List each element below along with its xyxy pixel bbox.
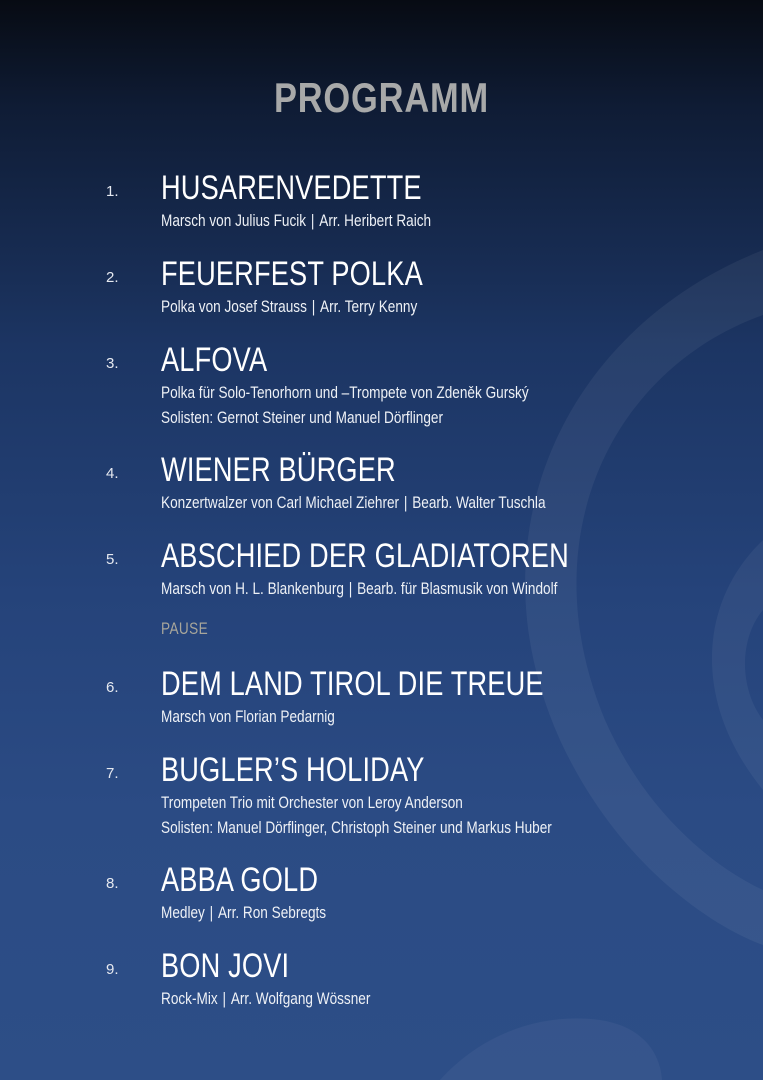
piece-details [161, 704, 544, 729]
piece-title: ALFOVA [161, 341, 268, 379]
composer-text: Polka für Solo-Tenorhorn und –Trompete von Zdeněk Gurský [161, 383, 529, 402]
piece-title: FEUERFEST POLKA [161, 255, 423, 293]
item-number: 5. [106, 551, 119, 568]
piece-details [161, 986, 370, 1011]
composer-text: Rock-Mix [161, 989, 218, 1008]
piece-details [161, 380, 529, 405]
page-title: PROGRAMM [273, 74, 490, 121]
composer-text: Medley [161, 903, 205, 922]
item-number: 6. [106, 679, 119, 696]
composer-text: Trompeten Trio mit Orchester von Leroy Anderson [161, 793, 463, 812]
arranger-text: Arr. Ron Sebregts [217, 903, 327, 922]
piece-details [161, 208, 431, 233]
piece-title: ABSCHIED DER GLADIATOREN [161, 537, 569, 575]
item-number: 9. [106, 961, 119, 978]
arranger-text: Bearb. für Blasmusik von Windolf [357, 579, 558, 598]
piece-title: ABBA GOLD [161, 861, 319, 899]
item-number: 7. [106, 765, 119, 782]
composer-text: Marsch von Julius Fucik [161, 211, 307, 230]
item-number: 4. [106, 465, 119, 482]
arranger-text: Bearb. Walter Tuschla [412, 493, 546, 512]
piece-details [161, 490, 546, 515]
composer-text: Marsch von H. L. Blankenburg [161, 579, 344, 598]
piece-details [161, 576, 569, 601]
separator: | [348, 579, 353, 598]
arranger-text: Arr. Heribert Raich [319, 211, 432, 230]
item-number: 8. [106, 875, 119, 892]
separator: | [209, 903, 214, 922]
piece-title: HUSARENVEDETTE [161, 169, 422, 207]
separator: | [403, 493, 408, 512]
soloists-names: Solisten: Manuel Dörflinger, Christoph Steiner und Markus Huber [161, 818, 552, 837]
pause-label: PAUSE [161, 619, 209, 638]
separator: | [310, 211, 315, 230]
soloists-text [161, 405, 529, 430]
piece-title: BON JOVI [161, 947, 290, 985]
piece-details [161, 900, 326, 925]
composer-text: Marsch von Florian Pedarnig [161, 707, 335, 726]
item-number: 2. [106, 269, 119, 286]
item-number: 3. [106, 355, 119, 372]
item-number: 1. [106, 183, 119, 200]
piece-title: BUGLER’S HOLIDAY [161, 751, 425, 789]
piece-title: DEM LAND TIROL DIE TREUE [161, 665, 544, 703]
piece-title: WIENER BÜRGER [161, 451, 396, 489]
composer-text: Polka von Josef Strauss [161, 297, 307, 316]
composer-text: Konzertwalzer von Carl Michael Ziehrer [161, 493, 400, 512]
soloists-text [161, 815, 552, 840]
arranger-text: Arr. Terry Kenny [320, 297, 418, 316]
separator: | [311, 297, 316, 316]
separator: | [222, 989, 227, 1008]
arranger-text: Arr. Wolfgang Wössner [230, 989, 371, 1008]
piece-details [161, 294, 423, 319]
piece-details [161, 790, 552, 815]
soloists-names: Solisten: Gernot Steiner und Manuel Dörflinger [161, 408, 443, 427]
